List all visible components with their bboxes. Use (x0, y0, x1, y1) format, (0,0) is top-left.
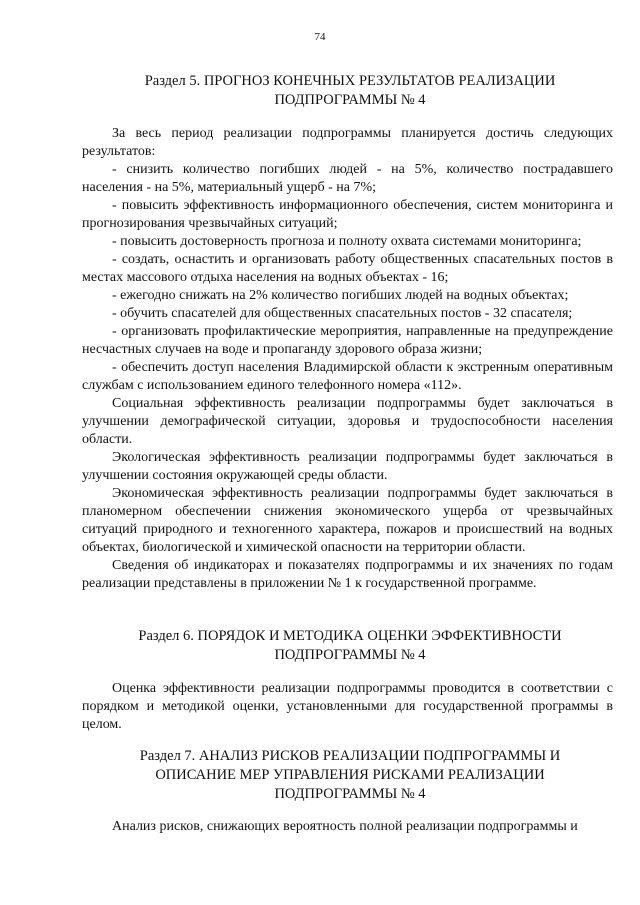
list-item: - организовать профилактические мероприятия, направленные на предупреждение несчастных случаев на воде и пропаганду здорового образа жизни; (82, 324, 613, 357)
list-item: - ежегодно снижать на 2% количество погибших людей на водных объектах; (112, 288, 569, 303)
section-5-intro: За весь период реализации подпрограммы планируется достичь следующих результатов: (82, 126, 613, 159)
section-6-heading (70, 627, 630, 665)
section-7-heading-line-2: ОПИСАНИЕ МЕР УПРАВЛЕНИЯ РИСКАМИ РЕАЛИЗАЦИИ (155, 767, 545, 783)
section-7-heading (70, 747, 630, 804)
section-5-heading (70, 72, 630, 110)
social-effectiveness-paragraph: Социальная эффективность реализации подпрограммы будет заключаться в улучшении демографической ситуации, здоровья и трудоспособности населения области. (82, 396, 613, 447)
section-6-heading-line-1: Раздел 6. ПОРЯДОК И МЕТОДИКА ОЦЕНКИ ЭФФЕКТИВНОСТИ (138, 628, 562, 644)
ecological-effectiveness-paragraph: Экологическая эффективность реализации подпрограммы будет заключаться в улучшении состояния окружающей среды области. (82, 450, 613, 483)
section-5-heading-line-2: ПОДПРОГРАММЫ № 4 (274, 92, 426, 108)
list-item: - снизить количество погибших людей - на 5%, количество пострадавшего населения - на 5%, материальный ущерб - на 7%; (82, 162, 613, 195)
section-7-heading-line-3: ПОДПРОГРАММЫ № 4 (274, 786, 426, 802)
indicators-paragraph: Сведения об индикаторах и показателях подпрограммы и их значениях по годам реализации представлены в приложении № 1 к государственной программе. (82, 558, 613, 591)
list-item: - обучить спасателей для общественных спасательных постов - 32 спасателя; (112, 306, 573, 321)
section-7-heading-line-1: Раздел 7. АНАЛИЗ РИСКОВ РЕАЛИЗАЦИИ ПОДПРОГРАММЫ И (139, 748, 561, 764)
list-item: - обеспечить доступ населения Владимирской области к экстренным оперативным службам с использованием единого телефонного номера «112». (82, 360, 613, 393)
section-6-heading-line-2: ПОДПРОГРАММЫ № 4 (274, 647, 426, 663)
section-6-paragraph: Оценка эффективности реализации подпрограммы проводится в соответствии с порядком и методикой оценки, установленными для государственной программы в целом. (82, 681, 613, 732)
section-7-paragraph: Анализ рисков, снижающих вероятность полной реализации подпрограммы и (112, 819, 578, 834)
section-5-body (82, 125, 613, 593)
list-item: - повысить эффективность информационного обеспечения, систем мониторинга и прогнозирования чрезвычайных ситуаций; (82, 198, 613, 231)
page-number: 74 (314, 31, 326, 43)
economic-effectiveness-paragraph: Экономическая эффективность реализации подпрограммы будет заключаться в планомерном обеспечении снижения экономического ущерба от чрезвычайных ситуаций природного и техногенного характера, пожаров и происшествий на водных объектах, биологической и химической опасности на территории области. (82, 486, 613, 555)
list-item: - создать, оснастить и организовать работу общественных спасательных постов в местах массового отдыха населения на водных объектах - 16; (82, 252, 613, 285)
section-5-heading-line-1: Раздел 5. ПРОГНОЗ КОНЕЧНЫХ РЕЗУЛЬТАТОВ РЕАЛИЗАЦИИ (144, 73, 556, 89)
list-item: - повысить достоверность прогноза и полноту охвата системами мониторинга; (112, 234, 582, 249)
